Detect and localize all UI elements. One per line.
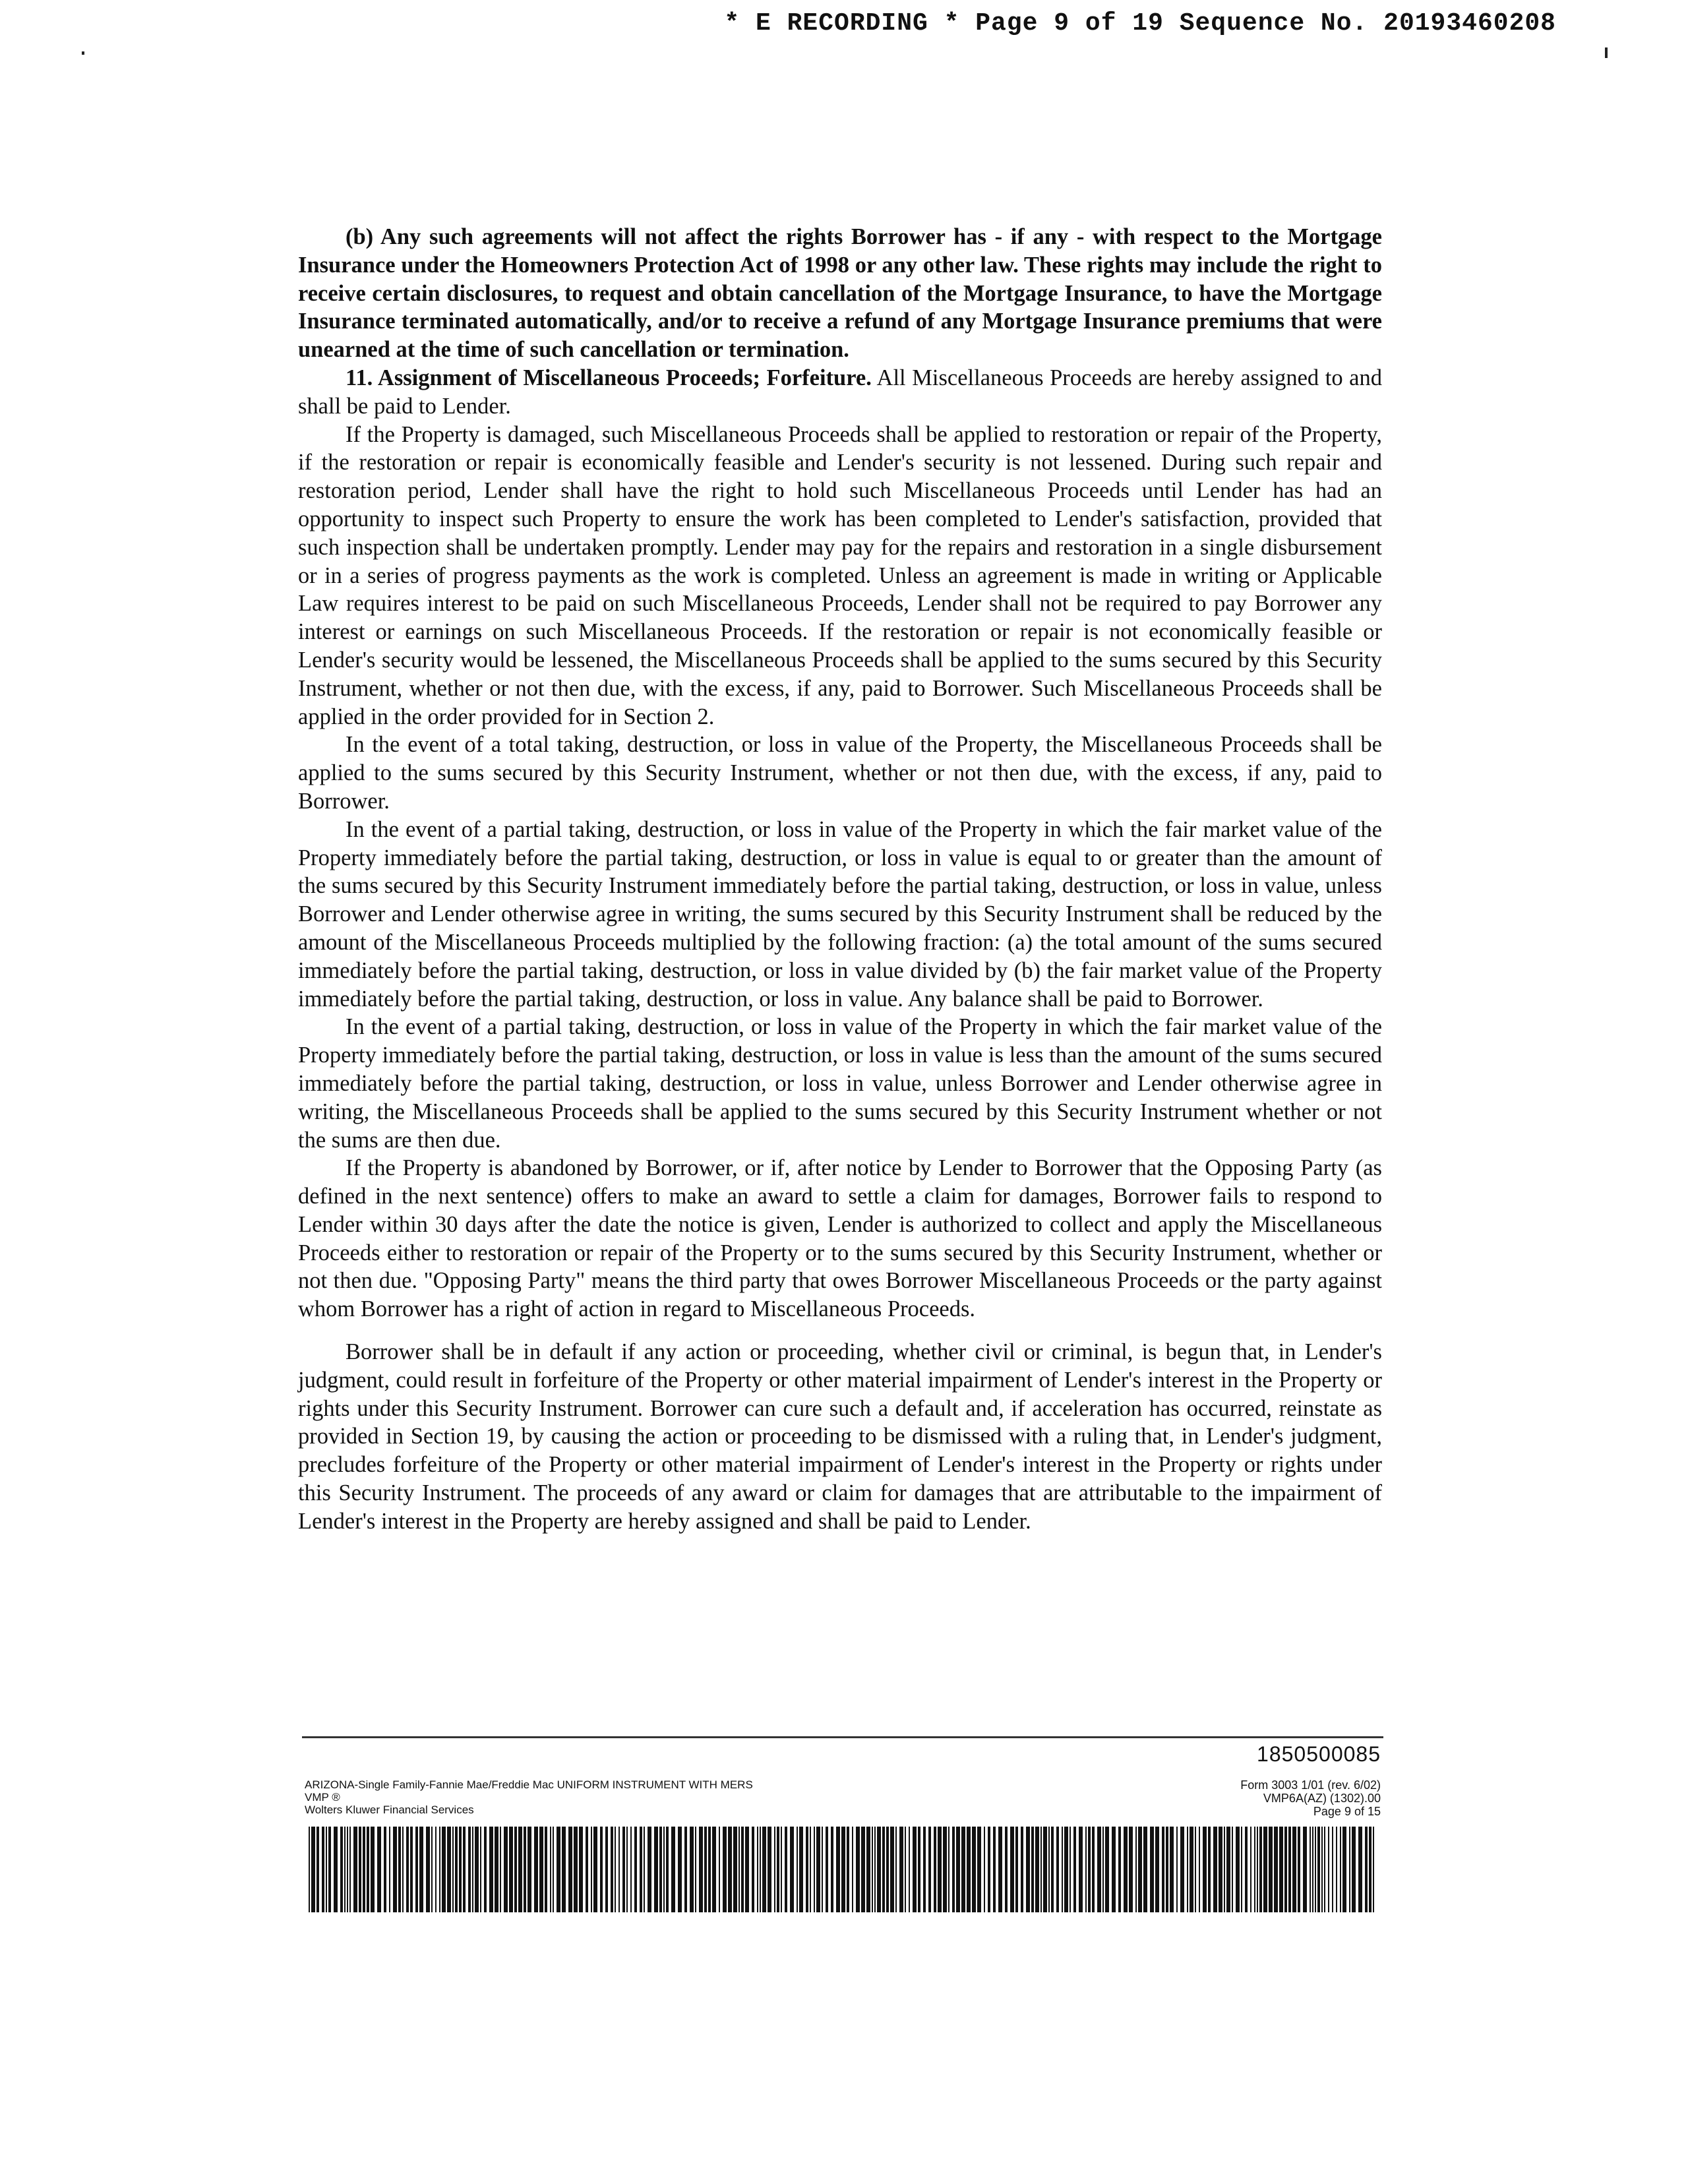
barcode-bar xyxy=(431,1827,433,1912)
barcode-bar xyxy=(1208,1827,1211,1912)
barcode-bar xyxy=(948,1827,950,1912)
barcode-bar xyxy=(518,1827,522,1912)
barcode-bar xyxy=(1274,1827,1278,1912)
scan-speck-left xyxy=(82,51,84,55)
barcode-bar xyxy=(1010,1827,1014,1912)
barcode-bar xyxy=(406,1827,409,1912)
barcode-bar xyxy=(1062,1827,1063,1912)
barcode-bar xyxy=(1317,1827,1320,1912)
barcode-bar xyxy=(1112,1827,1116,1912)
barcode-bar xyxy=(371,1827,375,1912)
barcode-bar xyxy=(1332,1827,1333,1912)
barcode-bar xyxy=(539,1827,543,1912)
barcode-bar xyxy=(309,1827,310,1912)
barcode-bar xyxy=(781,1827,782,1912)
barcode-bar xyxy=(605,1827,608,1912)
barcode-bar xyxy=(1199,1827,1200,1912)
barcode-bar xyxy=(728,1827,732,1912)
barcode-bar xyxy=(459,1827,462,1912)
barcode-bar xyxy=(1088,1827,1091,1912)
barcode-bar xyxy=(550,1827,551,1912)
form-title: ARIZONA-Single Family-Fannie Mae/Freddie Mac UNIFORM INSTRUMENT WITH MERS xyxy=(305,1778,753,1791)
barcode-bar xyxy=(861,1827,865,1912)
barcode-bar xyxy=(1005,1827,1008,1912)
barcode-bar xyxy=(972,1827,976,1912)
barcode-bar xyxy=(886,1827,889,1912)
barcode-bar xyxy=(528,1827,531,1912)
barcode-bar xyxy=(1263,1827,1267,1912)
barcode-bar xyxy=(340,1827,343,1912)
barcode-bar xyxy=(872,1827,873,1912)
barcode-bar xyxy=(634,1827,637,1912)
barcode-bar xyxy=(752,1827,754,1912)
barcode-bar xyxy=(1219,1827,1222,1912)
barcode-bar xyxy=(622,1827,625,1912)
barcode-bar xyxy=(1190,1827,1193,1912)
barcode-bar xyxy=(644,1827,645,1912)
loan-number: 1850500085 xyxy=(1257,1742,1381,1766)
barcode xyxy=(309,1827,1377,1912)
barcode-bar xyxy=(1245,1827,1248,1912)
barcode-bar xyxy=(1203,1827,1207,1912)
barcode-bar xyxy=(822,1827,823,1912)
barcode-bar xyxy=(1155,1827,1159,1912)
barcode-bar xyxy=(977,1827,981,1912)
barcode-bar xyxy=(654,1827,658,1912)
barcode-bar xyxy=(1129,1827,1133,1912)
barcode-bar xyxy=(1373,1827,1374,1912)
barcode-bar xyxy=(463,1827,466,1912)
barcode-bar xyxy=(562,1827,566,1912)
barcode-bar xyxy=(745,1827,749,1912)
vmp-code: VMP6A(AZ) (1302).00 xyxy=(1263,1792,1381,1805)
barcode-bar xyxy=(1079,1827,1083,1912)
barcode-bar xyxy=(1070,1827,1071,1912)
barcode-bar xyxy=(415,1827,418,1912)
barcode-bar xyxy=(447,1827,451,1912)
barcode-bar xyxy=(353,1827,357,1912)
barcode-bar xyxy=(934,1827,936,1912)
barcode-bar xyxy=(1195,1827,1196,1912)
barcode-bar xyxy=(826,1827,828,1912)
barcode-bar xyxy=(666,1827,669,1912)
barcode-bar xyxy=(699,1827,703,1912)
barcode-bar xyxy=(402,1827,404,1912)
footer-rule xyxy=(302,1736,1383,1738)
paragraph-partial-taking-less: In the event of a partial taking, destruction, or loss in value of the Property in which the fair market value of the Property immediately before the partial taking, destruction, or loss in value is less than the amount of the sums secured immediately before the partial taking, destruction, or loss in value, unless Borrower and Lender otherwise agree in writing, the Miscellaneous Proceeds shall be applied to the sums secured by this Security Instrument whether or not the sums are then due. xyxy=(298,1014,1382,1153)
barcode-bar xyxy=(895,1827,897,1912)
barcode-bar xyxy=(1021,1827,1023,1912)
barcode-bar xyxy=(489,1827,493,1912)
barcode-bar xyxy=(377,1827,381,1912)
barcode-bar xyxy=(1298,1827,1300,1912)
barcode-bar xyxy=(1312,1827,1313,1912)
barcode-bar xyxy=(591,1827,592,1912)
barcode-bar xyxy=(1085,1827,1087,1912)
barcode-bar xyxy=(1303,1827,1307,1912)
barcode-bar xyxy=(1026,1827,1030,1912)
barcode-bar xyxy=(504,1827,508,1912)
barcode-bar xyxy=(733,1827,737,1912)
barcode-bar xyxy=(704,1827,707,1912)
barcode-bar xyxy=(611,1827,613,1912)
section-11-text: All Miscellaneous Proceeds are hereby assigned to and shall be paid to Lender. xyxy=(298,365,1382,419)
barcode-bar xyxy=(1180,1827,1184,1912)
barcode-bar xyxy=(1150,1827,1154,1912)
barcode-bar xyxy=(790,1827,794,1912)
barcode-bar xyxy=(797,1827,798,1912)
barcode-bar xyxy=(384,1827,386,1912)
barcode-bar xyxy=(311,1827,315,1912)
barcode-bar xyxy=(419,1827,423,1912)
barcode-bar xyxy=(943,1827,947,1912)
barcode-bar xyxy=(1040,1827,1042,1912)
barcode-bar xyxy=(684,1827,687,1912)
footer-form-info xyxy=(305,1778,1030,1816)
barcode-bar xyxy=(856,1827,860,1912)
barcode-bar xyxy=(1143,1827,1147,1912)
barcode-bar xyxy=(814,1827,815,1912)
barcode-bar xyxy=(410,1827,413,1912)
recording-header: * E RECORDING * Page 9 of 19 Sequence No. 20193460208 xyxy=(724,9,1556,38)
section-11-paragraph xyxy=(298,364,1382,421)
scan-speck-right xyxy=(1605,47,1608,58)
barcode-bar xyxy=(316,1827,319,1912)
barcode-bar xyxy=(1315,1827,1316,1912)
barcode-bar xyxy=(1288,1827,1291,1912)
barcode-bar xyxy=(1284,1827,1287,1912)
barcode-bar xyxy=(1162,1827,1164,1912)
barcode-bar xyxy=(913,1827,917,1912)
barcode-bar xyxy=(695,1827,696,1912)
barcode-bar xyxy=(615,1827,616,1912)
barcode-bar xyxy=(760,1827,761,1912)
barcode-bar xyxy=(1226,1827,1230,1912)
barcode-bar xyxy=(659,1827,662,1912)
barcode-bar xyxy=(509,1827,513,1912)
barcode-bar xyxy=(618,1827,620,1912)
barcode-bar xyxy=(1336,1827,1337,1912)
barcode-bar xyxy=(480,1827,481,1912)
barcode-bar xyxy=(1118,1827,1121,1912)
barcode-bar xyxy=(877,1827,881,1912)
barcode-bar xyxy=(1124,1827,1128,1912)
barcode-bar xyxy=(514,1827,517,1912)
barcode-bar xyxy=(495,1827,498,1912)
barcode-bar xyxy=(334,1827,338,1912)
barcode-bar xyxy=(928,1827,931,1912)
barcode-bar xyxy=(326,1827,327,1912)
barcode-bar xyxy=(1015,1827,1018,1912)
barcode-bar xyxy=(836,1827,840,1912)
barcode-bar xyxy=(439,1827,440,1912)
barcode-bar xyxy=(1138,1827,1142,1912)
barcode-bar xyxy=(534,1827,538,1912)
barcode-bar xyxy=(785,1827,787,1912)
barcode-bar xyxy=(806,1827,808,1912)
barcode-bar xyxy=(712,1827,716,1912)
barcode-bar xyxy=(484,1827,487,1912)
barcode-bar xyxy=(568,1827,572,1912)
barcode-bar xyxy=(1092,1827,1095,1912)
footer-form-number xyxy=(1088,1778,1381,1818)
barcode-bar xyxy=(993,1827,996,1912)
barcode-bar xyxy=(1241,1827,1242,1912)
barcode-bar xyxy=(1365,1827,1368,1912)
barcode-bar xyxy=(757,1827,758,1912)
barcode-bar xyxy=(671,1827,675,1912)
barcode-bar xyxy=(500,1827,501,1912)
barcode-bar xyxy=(442,1827,446,1912)
barcode-bar xyxy=(874,1827,876,1912)
barcode-bar xyxy=(890,1827,894,1912)
barcode-bar xyxy=(579,1827,583,1912)
barcode-bar xyxy=(398,1827,401,1912)
section-11-heading: 11. Assignment of Miscellaneous Proceeds; Forfeiture. xyxy=(346,365,872,390)
barcode-bar xyxy=(455,1827,458,1912)
barcode-bar xyxy=(389,1827,390,1912)
barcode-bar xyxy=(349,1827,351,1912)
barcode-bar xyxy=(1043,1827,1047,1912)
barcode-bar xyxy=(1056,1827,1059,1912)
barcode-bar xyxy=(984,1827,985,1912)
barcode-bar xyxy=(1073,1827,1076,1912)
barcode-bar xyxy=(741,1827,744,1912)
barcode-bar xyxy=(1259,1827,1262,1912)
barcode-bar xyxy=(452,1827,454,1912)
barcode-bar xyxy=(1224,1827,1225,1912)
barcode-bar xyxy=(1236,1827,1240,1912)
barcode-graphic xyxy=(309,1827,1377,1912)
barcode-bar xyxy=(1279,1827,1283,1912)
barcode-bar xyxy=(1097,1827,1101,1912)
barcode-bar xyxy=(1051,1827,1054,1912)
barcode-bar xyxy=(322,1827,324,1912)
barcode-bar xyxy=(574,1827,578,1912)
barcode-bar xyxy=(586,1827,588,1912)
barcode-bar xyxy=(918,1827,920,1912)
barcode-bar xyxy=(777,1827,779,1912)
barcode-bar xyxy=(967,1827,971,1912)
barcode-bar xyxy=(956,1827,960,1912)
barcode-bar xyxy=(393,1827,397,1912)
barcode-bar xyxy=(1340,1827,1341,1912)
barcode-bar xyxy=(640,1827,642,1912)
barcode-bar xyxy=(723,1827,727,1912)
barcode-bar xyxy=(690,1827,694,1912)
barcode-bar xyxy=(1176,1827,1178,1912)
paragraph-partial-taking-equal: In the event of a partial taking, destruction, or loss in value of the Property in which the fair market value of the Property immediately before the partial taking, destruction, or loss in value is equal to or greater than the amount of the sums secured by this Security Instrument immediately before the partial taking, destruction, or loss in value, unless Borrower and Lender otherwise agree in writing, the sums secured by this Security Instrument shall be reduced by the amount of the Miscellaneous Proceeds multiplied by the following fraction: (a) the total amount of the sums secured immediately before the partial taking, destruction, or loss in value divided by (b) the fair market value of the Property immediately before the partial taking, destruction, or loss in value. Any balance shall be paid to Borrower. xyxy=(298,816,1382,1012)
barcode-bar xyxy=(1369,1827,1372,1912)
barcode-bar xyxy=(344,1827,346,1912)
paragraph-property-damaged: If the Property is damaged, such Miscellaneous Proceeds shall be applied to restoration or repair of the Property, if the restoration or repair is economically feasible and Lender's security is not lessened. During such repair and restoration period, Lender shall have the right to hold such Miscellaneous Proceeds until Lender has had an opportunity to inspect such Property to ensure the work has been completed to Lender's satisfaction, provided that such inspection shall be undertaken promptly. Lender may pay for the repairs and restoration in a single disbursement or in a series of progress payments as the work is completed. Unless an agreement is made in writing or Applicable Law requires interest to be paid on such Miscellaneous Proceeds, Lender shall not be required to pay Borrower any interest or earnings on such Miscellaneous Proceeds. If the restoration or repair is not economically feasible or Lender's security would be lessened, the Miscellaneous Proceeds shall be applied to the sums secured by this Security Instrument, whether or not then due, with the excess, if any, paid to Borrower. Such Miscellaneous Proceeds shall be applied in the order provided for in Section 2. xyxy=(298,421,1382,729)
barcode-bar xyxy=(1310,1827,1311,1912)
barcode-bar xyxy=(841,1827,845,1912)
barcode-bar xyxy=(1102,1827,1104,1912)
barcode-bar xyxy=(882,1827,885,1912)
barcode-bar xyxy=(899,1827,903,1912)
barcode-bar xyxy=(1105,1827,1109,1912)
barcode-bar xyxy=(347,1827,348,1912)
barcode-bar xyxy=(952,1827,955,1912)
barcode-bar xyxy=(847,1827,849,1912)
barcode-bar xyxy=(359,1827,361,1912)
barcode-bar xyxy=(475,1827,479,1912)
barcode-bar xyxy=(768,1827,771,1912)
barcode-bar xyxy=(678,1827,682,1912)
barcode-bar xyxy=(553,1827,554,1912)
barcode-bar xyxy=(1292,1827,1296,1912)
publisher-name: Wolters Kluwer Financial Services xyxy=(305,1804,474,1816)
barcode-bar xyxy=(1257,1827,1258,1912)
barcode-bar xyxy=(762,1827,766,1912)
barcode-bar xyxy=(1358,1827,1362,1912)
barcode-bar xyxy=(630,1827,632,1912)
form-number: Form 3003 1/01 (rev. 6/02) xyxy=(1240,1778,1381,1792)
barcode-bar xyxy=(799,1827,803,1912)
barcode-bar xyxy=(545,1827,547,1912)
barcode-bar xyxy=(626,1827,628,1912)
barcode-bar xyxy=(557,1827,560,1912)
barcode-bar xyxy=(435,1827,437,1912)
barcode-bar xyxy=(774,1827,775,1912)
barcode-bar xyxy=(708,1827,711,1912)
barcode-bar xyxy=(719,1827,720,1912)
barcode-bar xyxy=(367,1827,369,1912)
barcode-bar xyxy=(1254,1827,1255,1912)
barcode-bar xyxy=(1250,1827,1251,1912)
barcode-bar xyxy=(1328,1827,1329,1912)
barcode-bar xyxy=(663,1827,665,1912)
barcode-bar xyxy=(1269,1827,1273,1912)
paragraph-borrower-default: Borrower shall be in default if any action or proceeding, whether civil or criminal, is begun that, in Lender's judgment, could result in forfeiture of the Property or other material impairment of Lender's interest in the Property or rights under this Security Instrument. Borrower can cure such a default and, if acceleration has occurred, reinstate as provided in Section 19, by causing the action or proceeding to be dismissed with a ruling that, in Lender's judgment, precludes forfeiture of the Property or other material impairment of Lender's interest in the Property or rights under this Security Instrument. The proceeds of any award or claim for damages that are attributable to the impairment of Lender's interest in the Property are hereby assigned and shall be paid to Lender. xyxy=(298,1339,1382,1534)
barcode-bar xyxy=(988,1827,990,1912)
barcode-bar xyxy=(426,1827,430,1912)
barcode-bar xyxy=(905,1827,906,1912)
barcode-bar xyxy=(961,1827,965,1912)
vmp-mark: VMP ® xyxy=(305,1791,340,1804)
barcode-bar xyxy=(648,1827,651,1912)
barcode-bar xyxy=(1166,1827,1168,1912)
barcode-bar xyxy=(938,1827,942,1912)
barcode-bar xyxy=(1321,1827,1323,1912)
barcode-bar xyxy=(1170,1827,1174,1912)
barcode-bar xyxy=(328,1827,331,1912)
barcode-bar xyxy=(810,1827,811,1912)
barcode-bar xyxy=(1035,1827,1039,1912)
barcode-bar xyxy=(1135,1827,1137,1912)
paragraph-b: (b) Any such agreements will not affect the rights Borrower has - if any - with respect to the Mortgage Insurance under the Homeowners Protection Act of 1998 or any other law. These rights may include the right to receive certain disclosures, to request and obtain cancellation of the Mortgage Insurance, to have the Mortgage Insurance terminated automatically, and/or to receive a refund of any Mortgage Insurance premiums that were unearned at the time of such cancellation or termination. xyxy=(298,224,1382,363)
barcode-bar xyxy=(1064,1827,1068,1912)
barcode-bar xyxy=(472,1827,473,1912)
barcode-bar xyxy=(1324,1827,1325,1912)
barcode-bar xyxy=(1048,1827,1050,1912)
barcode-bar xyxy=(923,1827,926,1912)
barcode-bar xyxy=(468,1827,471,1912)
barcode-bar xyxy=(1349,1827,1350,1912)
paragraph-total-taking: In the event of a total taking, destruction, or loss in value of the Property, the Miscellaneous Proceeds shall be applied to the sums secured by this Security Instrument, whether or not then due, with the excess, if any, paid to Borrower. xyxy=(298,732,1382,814)
barcode-bar xyxy=(1187,1827,1188,1912)
barcode-bar xyxy=(866,1827,870,1912)
barcode-bar xyxy=(738,1827,740,1912)
document-body xyxy=(298,223,1382,1536)
barcode-bar xyxy=(998,1827,1002,1912)
paragraph-property-abandoned: If the Property is abandoned by Borrower, or if, after notice by Lender to Borrower that the Opposing Party (as defined in the next sentence) offers to make an award to settle a claim for damages, Borrower fails to respond to Lender within 30 days after the date the notice is given, Lender is authorized to collect and apply the Miscellaneous Proceeds either to restoration or repair of the Property or to the sums secured by this Security Instrument, whether or not then due. "Opposing Party" means the third party that owes Borrower Miscellaneous Proceeds or the party against whom Borrower has a right of action in regard to Miscellaneous Proceeds. xyxy=(298,1155,1382,1322)
barcode-bar xyxy=(600,1827,603,1912)
barcode-bar xyxy=(1031,1827,1034,1912)
barcode-bar xyxy=(524,1827,526,1912)
barcode-bar xyxy=(1342,1827,1346,1912)
barcode-bar xyxy=(816,1827,820,1912)
barcode-bar xyxy=(593,1827,597,1912)
barcode-bar xyxy=(1232,1827,1233,1912)
barcode-bar xyxy=(909,1827,910,1912)
barcode-bar xyxy=(1352,1827,1356,1912)
barcode-bar xyxy=(363,1827,365,1912)
barcode-bar xyxy=(1213,1827,1217,1912)
page-of: Page 9 of 15 xyxy=(1313,1805,1381,1818)
barcode-bar xyxy=(831,1827,833,1912)
barcode-bar xyxy=(852,1827,853,1912)
